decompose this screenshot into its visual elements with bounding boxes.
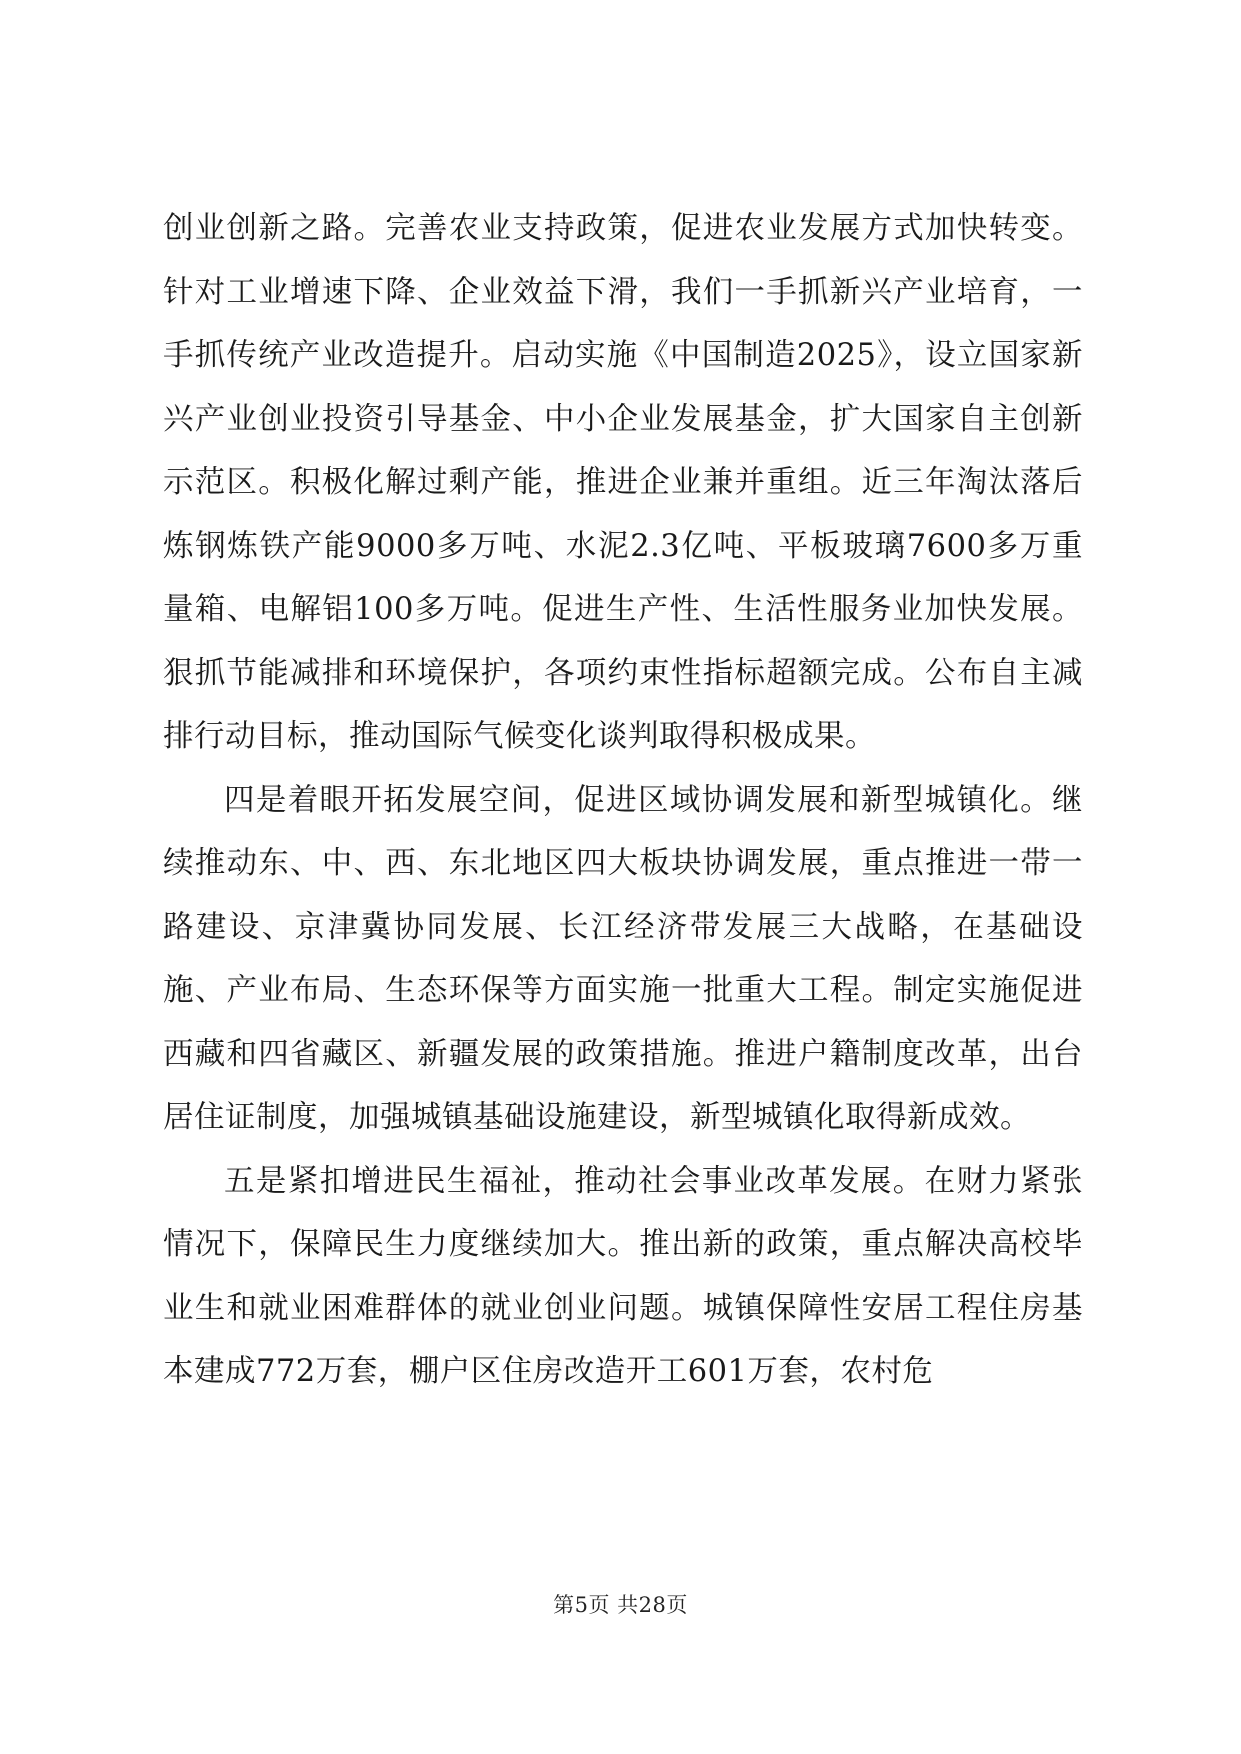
paragraph-regional-development: 四是着眼开拓发展空间，促进区域协调发展和新型城镇化。继续推动东、中、西、东北地区四大板块协调发展，重点推进一带一路建设、京津冀协同发展、长江经济带发展三大战略，在基础设施、产业布局、生态环保等方面实施一批重大工程。制定实施促进西藏和四省藏区、新疆发展的政策措施。推进户籍制度改革，出台居住证制度，加强城镇基础设施建设，新型城镇化取得新成效。 — [163, 782, 1083, 1135]
paragraph-continued: 创业创新之路。完善农业支持政策，促进农业发展方式加快转变。针对工业增速下降、企业效益下滑，我们一手抓新兴产业培育，一手抓传统产业改造提升。启动实施《中国制造2025》，设立国家新兴产业创业投资引导基金、中小企业发展基金，扩大国家自主创新示范区。积极化解过剩产能，推进企业兼并重组。近三年淘汰落后炼钢炼铁产能9000多万吨、水泥2.3亿吨、平板玻璃7600多万重量箱、电解铝100多万吨。促进生产性、生活性服务业加快发展。狠抓节能减排和环境保护，各项约束性指标超额完成。公布自主减排行动目标，推动国际气候变化谈判取得积极成果。 — [163, 211, 1083, 754]
paragraph-livelihood: 五是紧扣增进民生福祉，推动社会事业改革发展。在财力紧张情况下，保障民生力度继续加大。推出新的政策，重点解决高校毕业生和就业困难群体的就业创业问题。城镇保障性安居工程住房基本建成772万套，棚户区住房改造开工601万套，农村危 — [163, 1163, 1083, 1389]
page-number-footer: 第5页 共28页 — [553, 1593, 688, 1617]
document-body — [163, 197, 1083, 1404]
